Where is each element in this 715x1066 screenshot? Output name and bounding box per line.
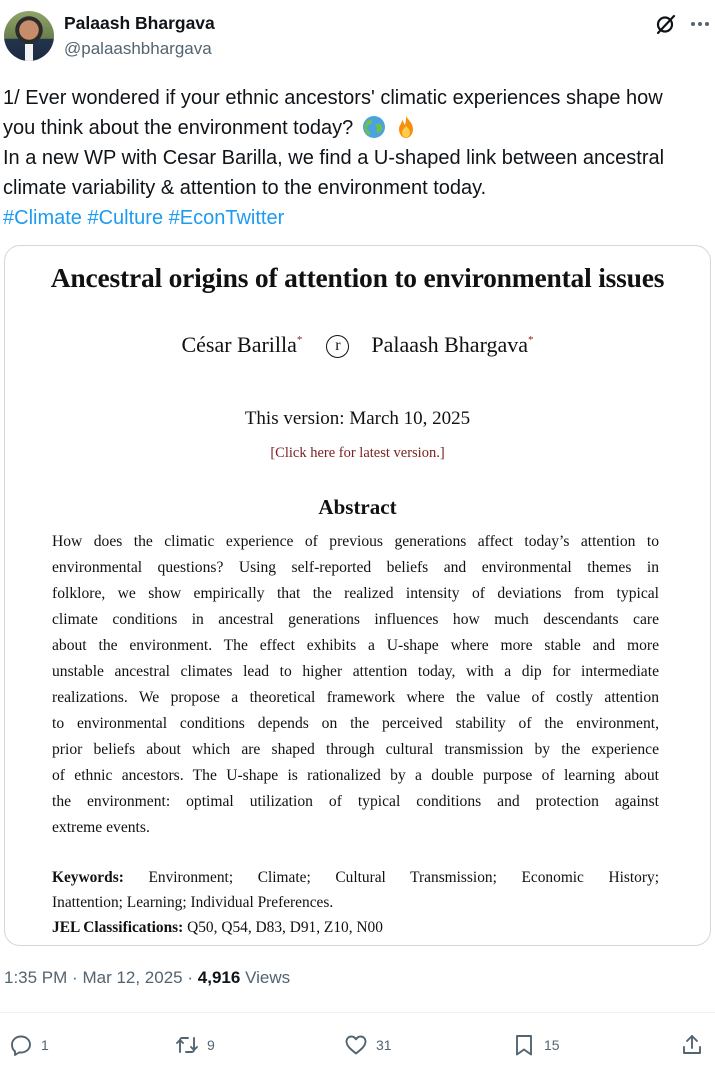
reply-count: 1 xyxy=(41,1037,49,1053)
paper-screenshot xyxy=(5,246,710,945)
abstract-line: extreme events. xyxy=(52,819,150,836)
bookmark-count: 15 xyxy=(544,1037,560,1053)
jel-label: JEL Classifications: xyxy=(52,919,184,936)
attached-image[interactable] xyxy=(4,245,711,946)
heart-icon xyxy=(344,1033,368,1057)
keywords-text-1: Environment; Climate; Cultural Transmission; Economic History; xyxy=(148,869,659,886)
bookmark-button[interactable] xyxy=(512,1030,560,1060)
abstract-line: climate conditions in ancestral generations influences how much descendants care xyxy=(52,611,659,628)
abstract-line: of ethnic ancestors. The U-shape is rationalized by a double purpose of learning about xyxy=(52,767,659,784)
views-count: 4,916 xyxy=(197,968,241,987)
bookmark-icon xyxy=(512,1033,536,1057)
author-handle[interactable]: @palaashbhargava xyxy=(64,39,212,58)
divider xyxy=(0,1012,715,1013)
abstract-line: folklore, we show empirically that the realized intensity of deviations from typical xyxy=(52,585,659,602)
paper-version: This version: March 10, 2025 xyxy=(244,408,471,429)
repost-count: 9 xyxy=(207,1037,215,1053)
grok-icon[interactable] xyxy=(654,12,678,36)
author-name[interactable]: Palaash Bhargava xyxy=(64,13,215,33)
tweet-line: climate variability & attention to the environment today. xyxy=(3,177,487,199)
tweet-line: In a new WP with Cesar Barilla, we find a U-shaped link between ancestral xyxy=(3,147,665,169)
share-button[interactable] xyxy=(680,1030,704,1060)
repost-icon xyxy=(175,1033,199,1057)
tweet-header xyxy=(0,0,715,70)
tweet-time[interactable]: 1:35 PM xyxy=(4,968,68,987)
meta-separator: · xyxy=(187,968,194,987)
more-options-icon[interactable] xyxy=(688,12,712,36)
reply-button[interactable] xyxy=(9,1030,49,1060)
abstract-line: prior beliefs about which are shaped through cultural transmission by the experience xyxy=(52,741,659,758)
action-bar xyxy=(0,1030,715,1062)
paper-authors xyxy=(5,332,710,358)
paper-author-1: César Barilla xyxy=(181,332,297,357)
author-1-footnote-mark: * xyxy=(296,334,303,346)
jel-value: Q50, Q54, D83, D91, Z10, N00 xyxy=(187,919,383,936)
hashtag-climate[interactable]: #Climate xyxy=(3,207,82,229)
author-2-footnote-mark: * xyxy=(528,334,534,346)
tweet-line-text: you think about the environment today? xyxy=(3,117,354,139)
repost-button[interactable] xyxy=(175,1030,215,1060)
abstract-line: environmental questions? Using self-reported beliefs and environmental themes in xyxy=(52,559,659,576)
avatar[interactable] xyxy=(4,11,54,61)
abstract-line: to environmental conditions depends on the perceived stability of the environment, xyxy=(52,715,659,732)
paper-latest-version-link: [Click here for latest version.] xyxy=(270,445,445,461)
keywords-line-2: Inattention; Learning; Individual Preferences. xyxy=(52,894,334,911)
abstract-body xyxy=(52,529,659,841)
globe-emoji-icon xyxy=(362,115,386,139)
reply-icon xyxy=(9,1033,33,1057)
like-count: 31 xyxy=(376,1037,392,1053)
paper-title: Ancestral origins of attention to environmental issues xyxy=(50,262,665,293)
abstract-line: the environment: optimal utilization of typical conditions and protection against xyxy=(52,793,659,810)
hashtag-culture[interactable]: #Culture xyxy=(87,207,164,229)
abstract-line: about the environment. The effect exhibits a U-shape where more stable and more xyxy=(52,637,659,654)
keywords-line xyxy=(52,865,659,890)
abstract-line: unstable ancestral climates lead to higher attention today, with a dip for intermediate xyxy=(52,663,659,680)
tweet-line: 1/ Ever wondered if your ethnic ancestors' climatic experiences shape how xyxy=(3,87,663,109)
abstract-heading: Abstract xyxy=(318,495,397,519)
tweet-metadata xyxy=(4,968,290,988)
keywords-block xyxy=(52,865,659,940)
paper-author-2: Palaash Bhargava xyxy=(371,332,529,357)
jel-line xyxy=(52,915,659,940)
like-button[interactable] xyxy=(344,1030,392,1060)
tweet-line xyxy=(3,113,708,143)
fire-emoji-icon xyxy=(394,115,418,139)
tweet-date[interactable]: Mar 12, 2025 xyxy=(82,968,183,987)
tweet-text xyxy=(3,83,708,233)
meta-separator: · xyxy=(72,968,78,987)
abstract-line: How does the climatic experience of previous generations affect today’s attention to xyxy=(52,533,659,550)
share-icon xyxy=(680,1033,704,1057)
keywords-label: Keywords: xyxy=(52,869,124,886)
hashtag-line xyxy=(3,203,708,233)
abstract-line: realizations. We propose a theoretical framework where the value of costly attention xyxy=(52,689,659,706)
hashtag-econtwitter[interactable]: #EconTwitter xyxy=(168,207,285,229)
views-label: Views xyxy=(245,968,291,987)
random-order-symbol: r xyxy=(326,335,349,358)
